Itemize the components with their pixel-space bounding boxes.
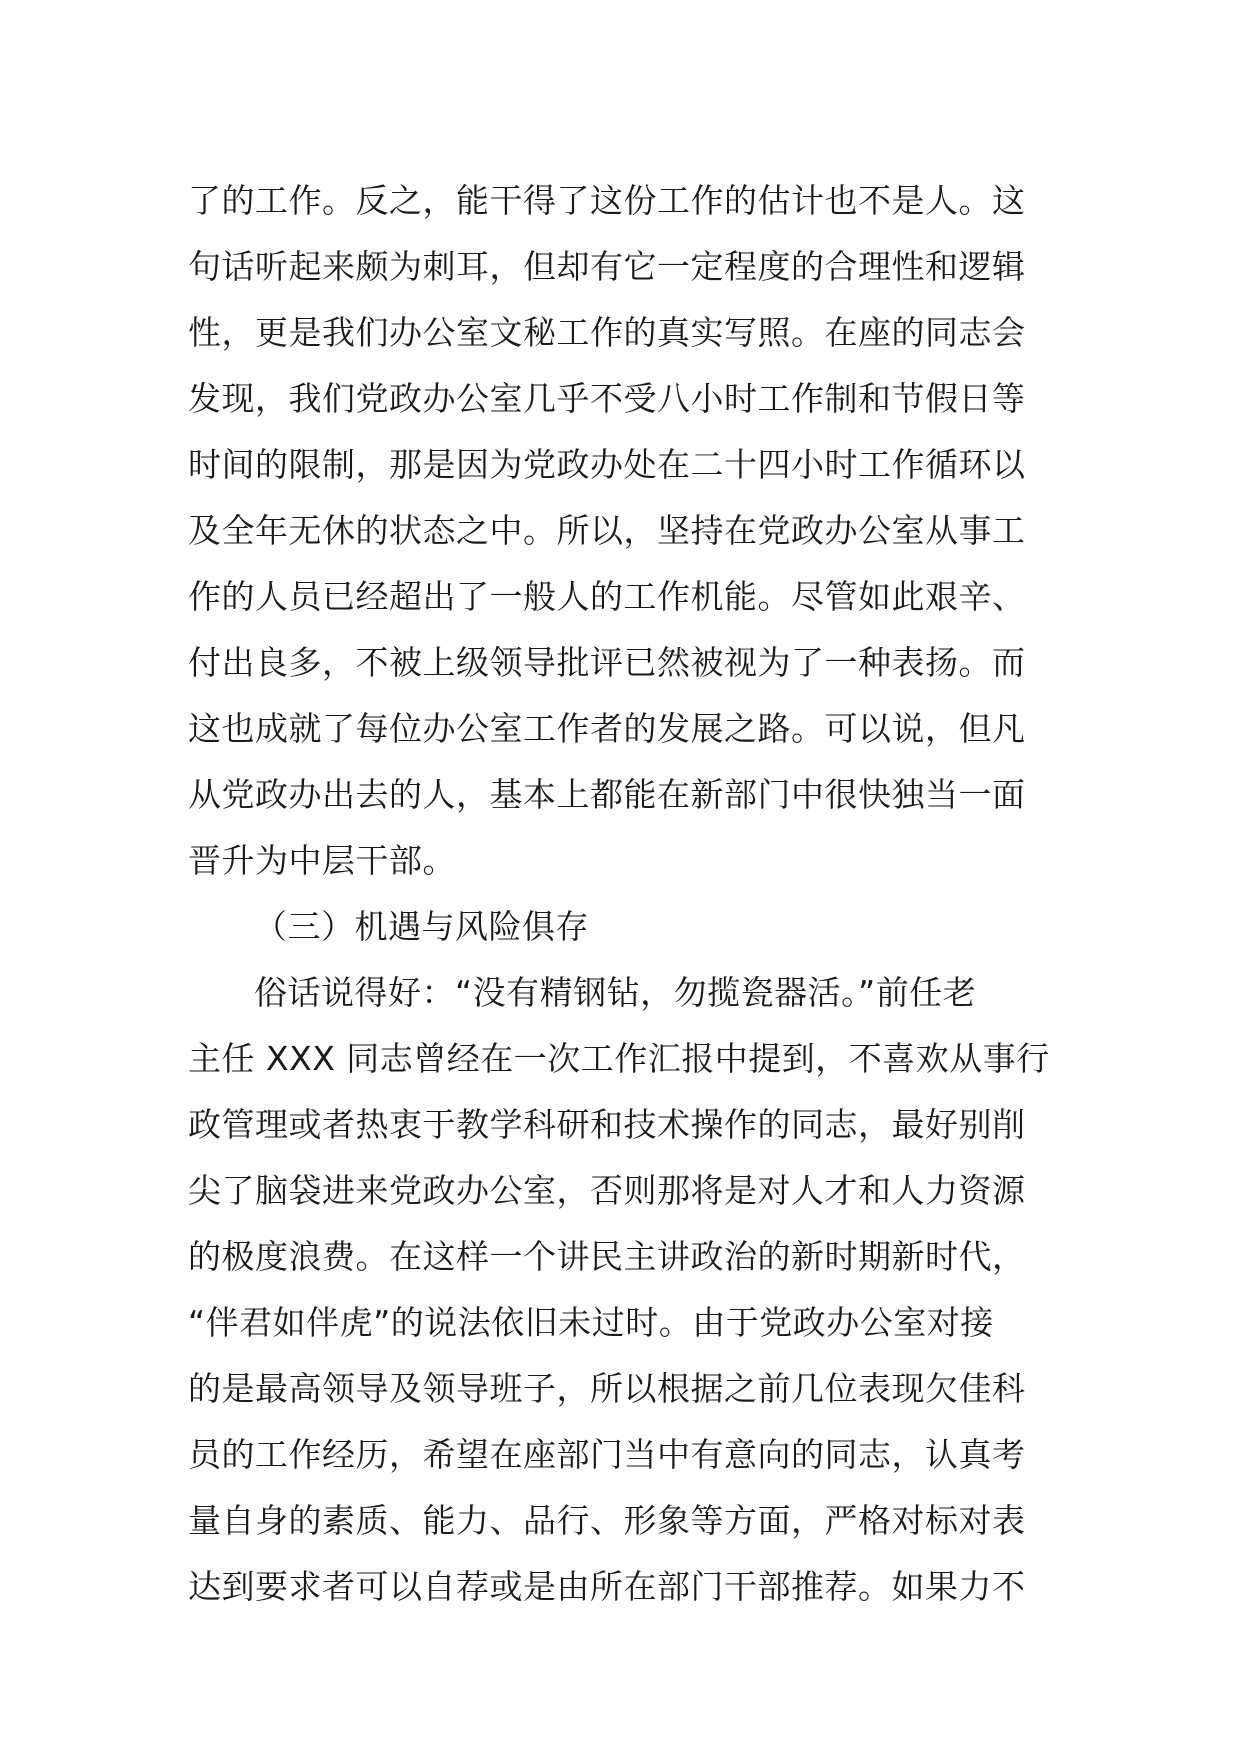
text-line: “伴君如伴虎”的说法依旧未过时。由于党政办公室对接 [188,1303,994,1342]
text-line: 量自身的素质、能力、品行、形象等方面，严格对标对表 [188,1501,1026,1540]
text-line: 这也成就了每位办公室工作者的发展之路。可以说，但凡 [188,709,1026,748]
text-line: 及全年无休的状态之中。所以，坚持在党政办公室从事工 [188,511,1026,550]
text-line: 了的工作。反之，能干得了这份工作的估计也不是人。这 [188,181,1026,220]
section-heading: （三）机遇与风险俱存 [254,907,589,946]
text-line: 尖了脑袋进来党政办公室，否则那将是对人才和人力资源 [188,1171,1026,1210]
text-line: 主任 XXX 同志曾经在一次工作汇报中提到，不喜欢从事行 [188,1039,1050,1078]
text-line: 晋升为中层干部。 [188,841,456,880]
text-line: 性，更是我们办公室文秘工作的真实写照。在座的同志会 [188,313,1026,352]
text-line: 的极度浪费。在这样一个讲民主讲政治的新时期新时代， [188,1237,1026,1276]
text-line: 俗话说得好：“没有精钢钻，勿揽瓷器活。”前任老 [254,973,977,1012]
text-line: 的是最高领导及领导班子，所以根据之前几位表现欠佳科 [188,1369,1026,1408]
text-line: 政管理或者热衷于教学科研和技术操作的同志，最好别削 [188,1105,1026,1144]
text-line: 时间的限制，那是因为党政办处在二十四小时工作循环以 [188,445,1026,484]
paragraph-2 [188,960,1068,1620]
text-line: 句话听起来颇为刺耳，但却有它一定程度的合理性和逻辑 [188,247,1026,286]
text-line: 员的工作经历，希望在座部门当中有意向的同志，认真考 [188,1435,1026,1474]
text-line: 作的人员已经超出了一般人的工作机能。尽管如此艰辛、 [188,577,1026,616]
text-line: 付出良多，不被上级领导批评已然被视为了一种表扬。而 [188,643,1026,682]
text-line: 从党政办出去的人，基本上都能在新部门中很快独当一面 [188,775,1026,814]
body-text [188,168,1068,1620]
text-line: 发现，我们党政办公室几乎不受八小时工作制和节假日等 [188,379,1026,418]
text-line: 达到要求者可以自荐或是由所在部门干部推荐。如果力不 [188,1567,1026,1606]
paragraph-1 [188,168,1068,894]
